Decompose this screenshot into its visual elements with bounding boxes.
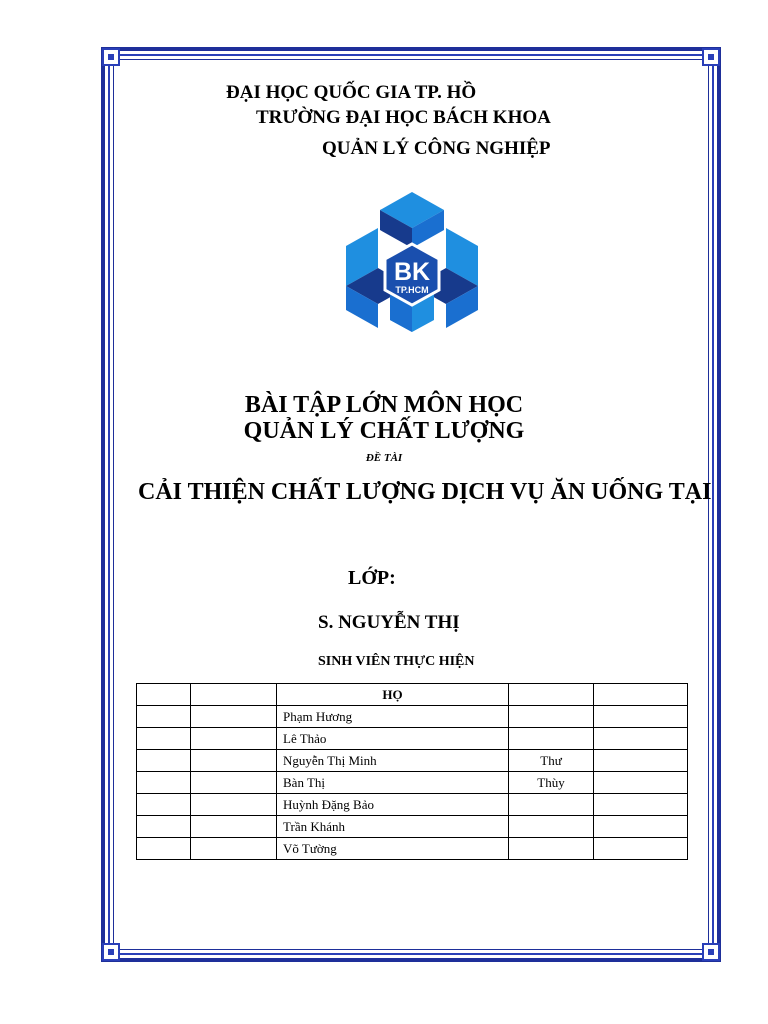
faculty-name: QUẢN LÝ CÔNG NGHIỆP [322, 138, 551, 159]
table-row [137, 728, 688, 750]
table-row [137, 772, 688, 794]
table-cell [137, 706, 191, 728]
table-cell: Lê Thảo [277, 728, 509, 750]
table-cell [191, 794, 277, 816]
table-cell [594, 706, 688, 728]
table-row [137, 838, 688, 860]
border-corner-ornament [702, 48, 720, 66]
table-cell [191, 706, 277, 728]
table-cell [137, 728, 191, 750]
table-cell: Nguyễn Thị Minh [277, 750, 509, 772]
bk-university-logo [344, 190, 480, 332]
table-cell [137, 750, 191, 772]
table-header-cell [137, 684, 191, 706]
table-cell: Võ Tường [277, 838, 509, 860]
table-cell: Huỳnh Đặng Bảo [277, 794, 509, 816]
topic-label: ĐỀ TÀI [365, 452, 403, 464]
table-cell [191, 728, 277, 750]
table-cell [509, 706, 594, 728]
logo-text-bk: BK [393, 258, 431, 286]
table-cell [191, 750, 277, 772]
table-header-row [137, 684, 688, 706]
table-cell [191, 838, 277, 860]
table-row [137, 706, 688, 728]
table-cell [137, 772, 191, 794]
table-cell [594, 728, 688, 750]
table-cell: Bàn Thị [277, 772, 509, 794]
table-cell [191, 816, 277, 838]
school-name: TRƯỜNG ĐẠI HỌC BÁCH KHOA [256, 107, 551, 128]
student-table [136, 683, 688, 860]
table-cell [137, 838, 191, 860]
table-cell [594, 750, 688, 772]
students-heading: SINH VIÊN THỰC HIỆN [318, 654, 475, 669]
table-cell [509, 794, 594, 816]
class-label: LỚP: [348, 567, 396, 589]
table-row [137, 794, 688, 816]
border-corner-ornament [102, 943, 120, 961]
table-cell [594, 838, 688, 860]
border-corner-ornament [702, 943, 720, 961]
report-topic: CẢI THIỆN CHẤT LƯỢNG DỊCH VỤ ĂN UỐNG TẠI [138, 479, 712, 505]
report-title-line2: QUẢN LÝ CHẤT LƯỢNG [243, 418, 525, 444]
logo-text-city: TP.HCM [395, 285, 429, 295]
table-header-cell [191, 684, 277, 706]
report-title-line1: BÀI TẬP LỚN MÔN HỌC [244, 392, 524, 418]
table-cell: Thùy [509, 772, 594, 794]
table-row [137, 816, 688, 838]
table-cell [594, 794, 688, 816]
table-cell [509, 816, 594, 838]
table-cell [594, 772, 688, 794]
table-cell [137, 794, 191, 816]
table-cell: Phạm Hương [277, 706, 509, 728]
table-cell [509, 838, 594, 860]
instructor-name: S. NGUYỄN THỊ [318, 612, 460, 633]
table-cell [509, 728, 594, 750]
table-cell [594, 816, 688, 838]
table-header-cell: HỌ [277, 684, 509, 706]
table-cell [191, 772, 277, 794]
table-header-cell [509, 684, 594, 706]
border-corner-ornament [102, 48, 120, 66]
table-header-cell [594, 684, 688, 706]
table-cell [137, 816, 191, 838]
table-row [137, 750, 688, 772]
university-name: ĐẠI HỌC QUỐC GIA TP. HỒ [226, 82, 477, 103]
table-cell: Thư [509, 750, 594, 772]
table-cell: Trần Khánh [277, 816, 509, 838]
